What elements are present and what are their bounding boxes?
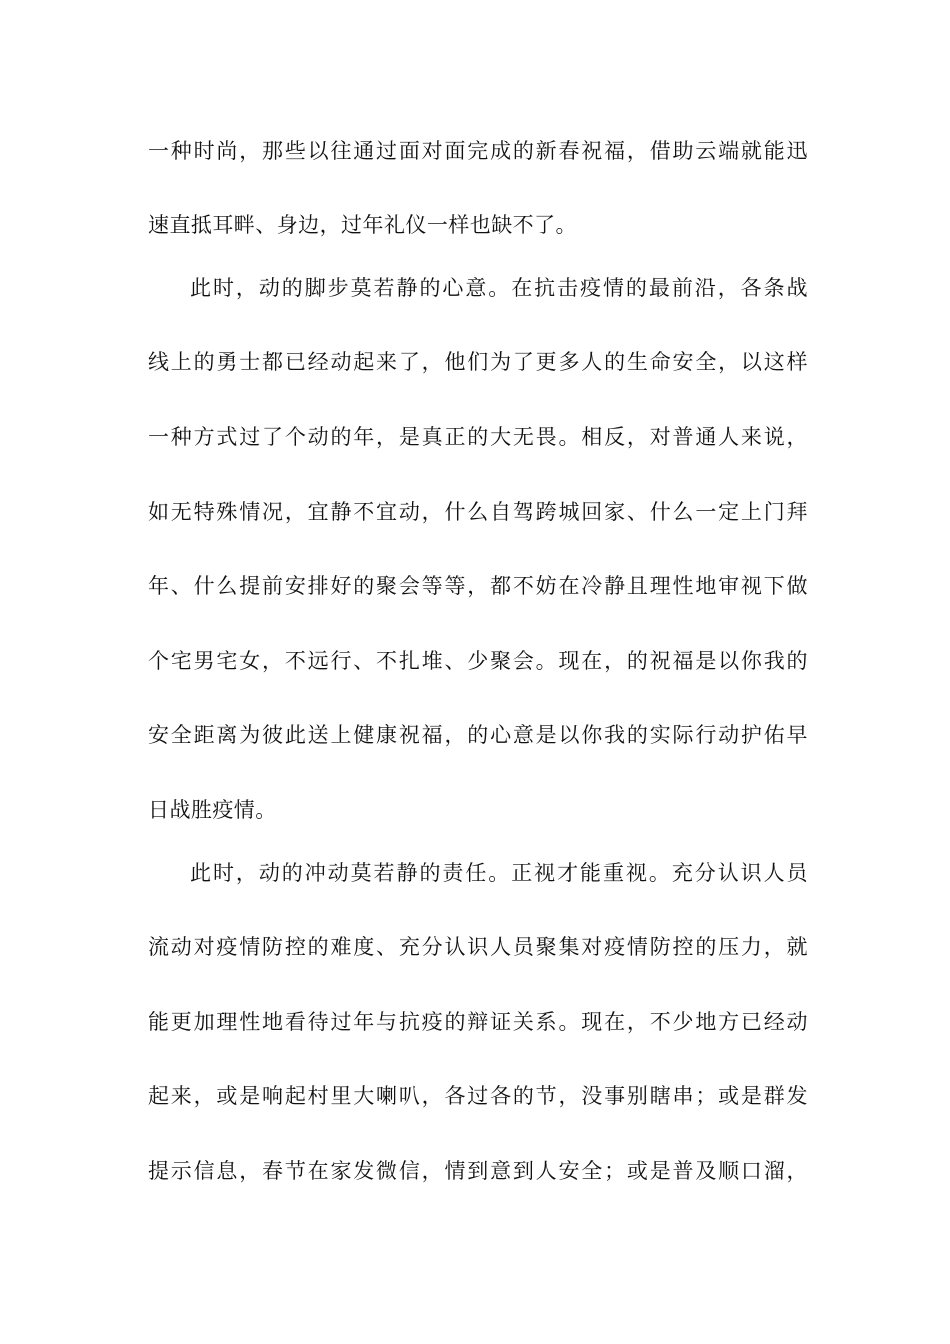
text-line: 速直抵耳畔、身边，过年礼仪一样也缺不了。 (148, 213, 577, 237)
text-line: 流动对疫情防控的难度、充分认识人员聚集对疫情防控的压力，就 (148, 935, 808, 959)
paragraph-first-line: 此时，动的冲动莫若静的责任。正视才能重视。充分认识人员 (190, 861, 808, 885)
text-line: 线上的勇士都已经动起来了，他们为了更多人的生命安全，以这样 (148, 350, 808, 374)
text-line: 一种方式过了个动的年，是真正的大无畏。相反，对普通人来说， (148, 425, 808, 449)
text-line: 一种时尚，那些以往通过面对面完成的新春祝福，借助云端就能迅 (148, 139, 808, 163)
paragraph-first-line: 此时，动的脚步莫若静的心意。在抗击疫情的最前沿，各条战 (190, 276, 808, 300)
text-line: 年、什么提前安排好的聚会等等，都不妨在冷静且理性地审视下做 (148, 574, 808, 598)
text-line: 个宅男宅女，不远行、不扎堆、少聚会。现在，的祝福是以你我的 (148, 649, 808, 673)
text-line: 提示信息，春节在家发微信，情到意到人安全；或是普及顺口溜， (148, 1159, 808, 1183)
text-line: 安全距离为彼此送上健康祝福，的心意是以你我的实际行动护佑早 (148, 723, 808, 747)
text-line: 能更加理性地看待过年与抗疫的辩证关系。现在，不少地方已经动 (148, 1010, 808, 1034)
text-line: 日战胜疫情。 (148, 798, 277, 822)
text-line: 如无特殊情况，宜静不宜动，什么自驾跨城回家、什么一定上门拜 (148, 500, 808, 524)
text-line: 起来，或是响起村里大喇叭，各过各的节，没事别瞎串；或是群发 (148, 1084, 808, 1108)
